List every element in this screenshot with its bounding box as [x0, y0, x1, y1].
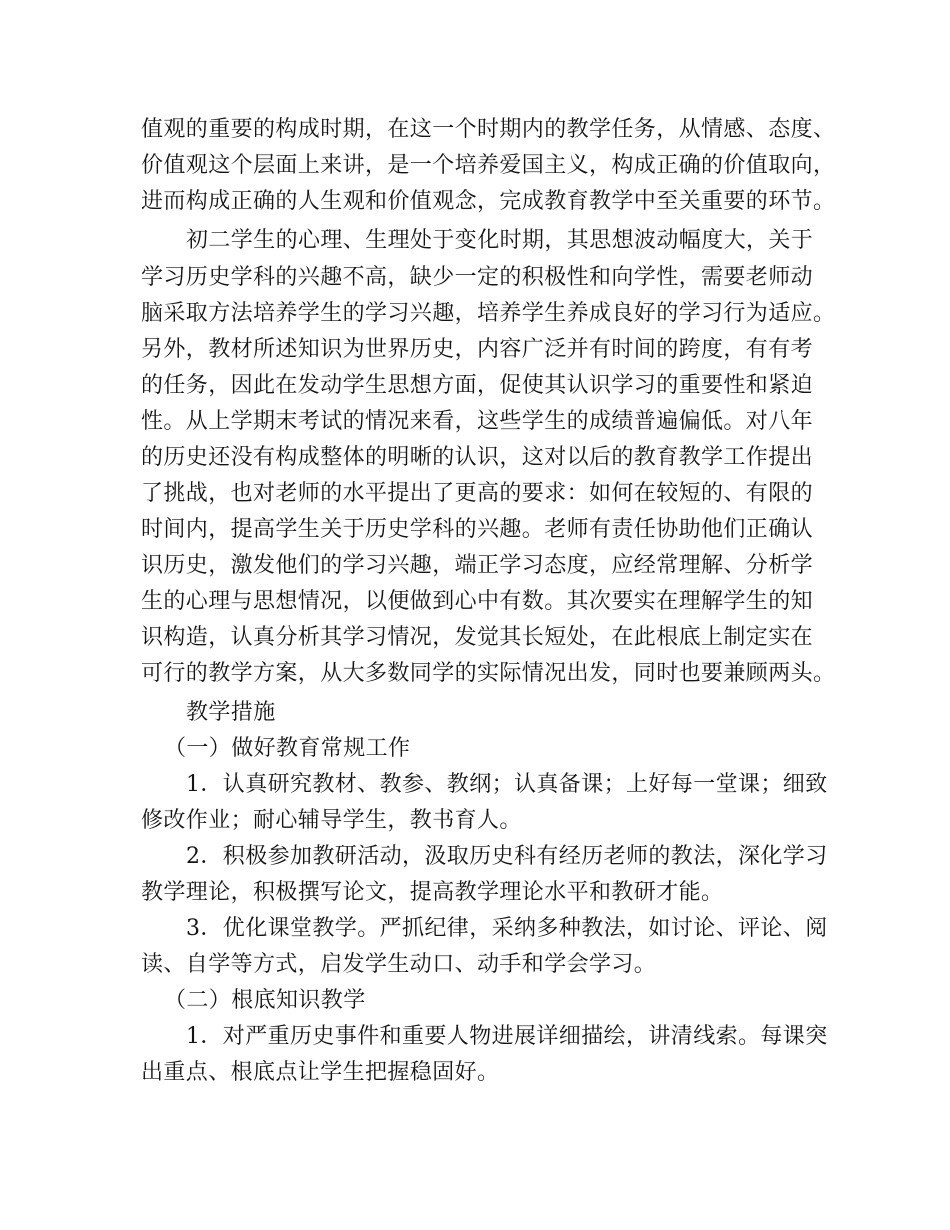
list-item-line: 1．对严重历史事件和重要人物进展详细描绘，讲清线索。每课突: [186, 1024, 828, 1049]
text-line: 学习历史学科的兴趣不高，缺少一定的积极性和向学性，需要老师动: [141, 265, 814, 290]
text-line: 另外，教材所述知识为世界历史，内容广泛并有时间的跨度，有有考: [141, 337, 814, 362]
text-line: 的历史还没有构成整体的明晰的认识，这对以后的教育教学工作提出: [141, 445, 814, 470]
text-line: 性。从上学期末考试的情况来看，这些学生的成绩普遍偏低。对八年: [141, 409, 814, 434]
list-item-line: 3．优化课堂教学。严抓纪律，采纳多种教法，如讨论、评论、阅: [186, 916, 828, 941]
text-line: 了挑战，也对老师的水平提出了更高的要求：如何在较短的、有限的: [141, 481, 814, 506]
text-line: 价值观这个层面上来讲，是一个培养爱国主义，构成正确的价值取向，: [141, 153, 836, 178]
text-line: 识构造，认真分析其学习情况，发觉其长短处，在此根底上制定实在: [141, 625, 814, 650]
text-line: 进而构成正确的人生观和价值观念，完成教育教学中至关重要的环节。: [141, 189, 836, 214]
text-line: 的任务，因此在发动学生思想方面，促使其认识学习的重要性和紧迫: [141, 373, 814, 398]
text-line: 出重点、根底点让学生把握稳固好。: [141, 1060, 500, 1085]
subsection-heading: （二）根底知识教学: [164, 988, 366, 1013]
text-line: 生的心理与思想情况，以便做到心中有数。其次要实在理解学生的知: [141, 589, 814, 614]
text-line: 读、自学等方式，启发学生动口、动手和学会学习。: [141, 952, 657, 977]
subsection-heading: （一）做好教育常规工作: [164, 736, 411, 761]
text-line: 可行的教学方案，从大多数同学的实际情况出发，同时也要兼顾两头。: [141, 661, 836, 686]
text-line: 识历史，激发他们的学习兴趣，端正学习态度，应经常理解、分析学: [141, 553, 814, 578]
text-line: 值观的重要的构成时期，在这一个时期内的教学任务，从情感、态度、: [141, 117, 836, 142]
text-line: 脑采取方法培养学生的学习兴趣，培养学生养成良好的学习行为适应。: [141, 301, 836, 326]
list-item-line: 1．认真研究教材、教参、教纲；认真备课；上好每一堂课；细致: [186, 772, 828, 797]
section-heading: 教学措施: [186, 700, 276, 725]
text-line: 教学理论，积极撰写论文，提高教学理论水平和教研才能。: [141, 880, 724, 905]
list-item-line: 2．积极参加教研活动，汲取历史科有经历老师的教法，深化学习: [186, 844, 828, 869]
text-line: 修改作业；耐心辅导学生，教书育人。: [141, 808, 522, 833]
paragraph-start-line: 初二学生的心理、生理处于变化时期，其思想波动幅度大，关于: [186, 228, 814, 253]
text-line: 时间内，提高学生关于历史学科的兴趣。老师有责任协助他们正确认: [141, 517, 814, 542]
